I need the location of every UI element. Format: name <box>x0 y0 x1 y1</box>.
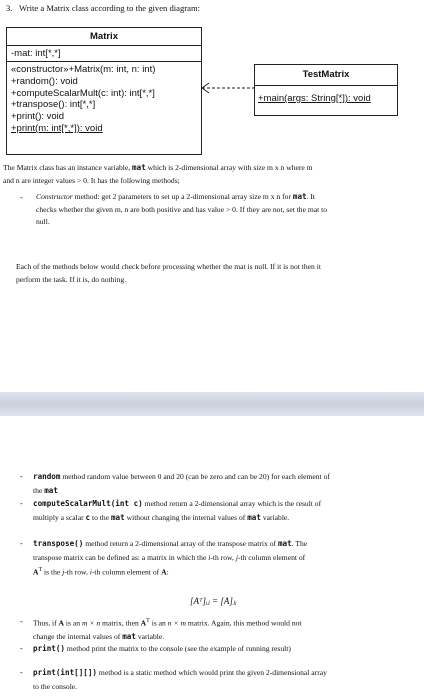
testmatrix-class-box <box>254 64 398 116</box>
method-item <box>33 537 421 579</box>
transpose-formula: [Aᵀ]ᵢⱼ = [A]ⱼᵢ <box>190 596 237 606</box>
document-page-2 <box>0 416 424 700</box>
method-item <box>33 615 421 644</box>
intro-paragraph <box>3 162 418 187</box>
bullet-mark: - <box>20 499 23 508</box>
method-item <box>33 470 421 498</box>
question-text: Write a Matrix class according to the given diagram: <box>19 3 201 13</box>
method-item <box>33 642 421 656</box>
method-item-line: computeScalarMult(int c) method return a 2-dimensional array which is the result of <box>33 499 322 508</box>
method-item-line: the mat <box>33 485 58 495</box>
dependency-arrow <box>200 82 255 94</box>
method-item-line: random method random value between 0 and 20 (can be zero and can be 20) for each element of <box>33 472 330 481</box>
method-item-line: to the console. <box>33 681 78 691</box>
method-transpose: +transpose(): int[*,*] <box>11 99 96 111</box>
constructor-description: Constructor method: get 2 parameters to set up a 2-dimensional array size m x n for mat. It checks whether the given m, n are both positive and has value > 0. If they are not, set the mat to null. <box>36 192 328 227</box>
method-compute-scalar-mult: +computeScalarMult(c: int): int[*,*] <box>11 87 155 99</box>
intro-line-2: and n are integer values > 0. It has the following methods; <box>3 175 180 185</box>
method-item-line: transpose matrix can be defined as: a matrix in which the i-th row, j-th column element of <box>33 552 306 562</box>
bullet-mark: - <box>20 472 23 481</box>
testmatrix-main-method: +main(args: String[*]): void <box>258 93 371 104</box>
bullet-mark: - <box>20 617 23 626</box>
bullet-mark: - <box>20 193 23 202</box>
matrix-class-title: Matrix <box>7 28 201 46</box>
method-print-static: +print(m: int[*,*]): void <box>11 122 103 134</box>
testmatrix-class-title: TestMatrix <box>255 65 397 86</box>
intro-line-1: The Matrix class has an instance variable, mat which is 2-dimensional array with size m x n where m <box>3 163 313 172</box>
method-random: +random(): void <box>11 75 78 87</box>
method-constructor: «constructor»+Matrix(m: int, n: int) <box>11 64 156 75</box>
method-item-line: $A^T$ is the j-th row, i-th column element of A: <box>33 567 169 577</box>
method-item-line: Thus, if A is an m × n matrix, then $A^T$ is an n × m matrix. Again, this method would not <box>33 618 302 628</box>
page-separator <box>0 392 424 416</box>
method-item-line: multiply a scalar c to the mat without changing the internal values of mat variable. <box>33 512 290 522</box>
matrix-attribute: -mat: int[*,*] <box>7 46 201 62</box>
bullet-mark: - <box>20 644 23 653</box>
method-item-line: print() method print the matrix to the console (see the example of running result) <box>33 644 291 653</box>
method-item-line: change the internal values of mat variable. <box>33 632 165 642</box>
question-number: 3. <box>6 3 13 13</box>
matrix-class-box <box>6 27 202 155</box>
method-print: +print(): void <box>11 111 65 123</box>
bullet-mark: - <box>20 539 23 548</box>
matrix-methods <box>7 62 201 135</box>
null-check-paragraph: Each of the methods below would check before processing whether the mat is null. If it is not then it perform the task. If it is, do nothing. <box>16 262 321 284</box>
method-item-line: print(int[][]) method is a static method which would print the given 2-dimensional array <box>33 668 327 677</box>
method-item <box>33 666 421 694</box>
bullet-mark: - <box>20 668 23 677</box>
method-item <box>33 497 421 525</box>
method-item-line: transpose() method return a 2-dimensional array of the transpose matrix of mat. The <box>33 539 308 548</box>
